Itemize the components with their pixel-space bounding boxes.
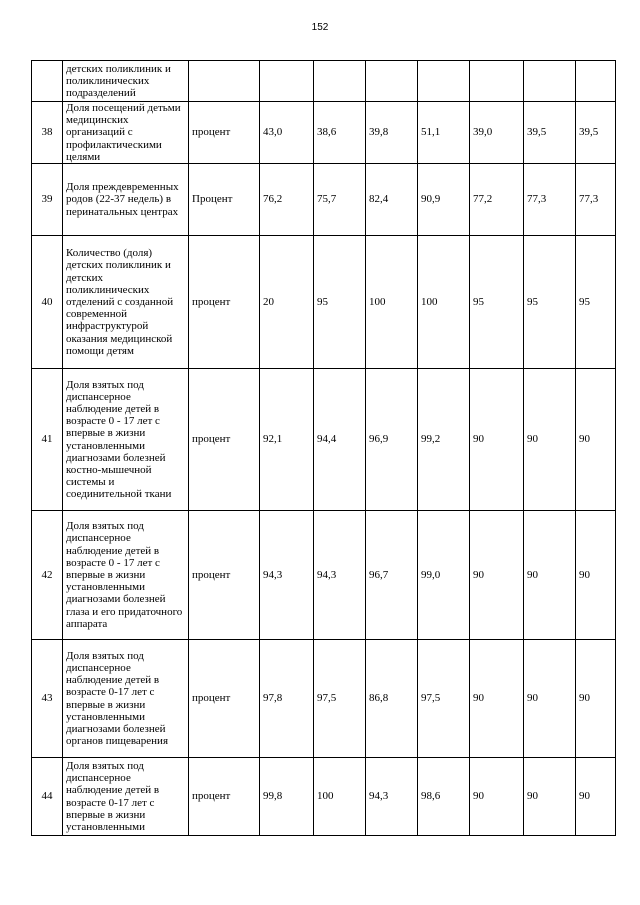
- value-cell: 99,2: [418, 369, 470, 511]
- value-cell: 39,8: [366, 102, 418, 164]
- value-cell: 100: [366, 236, 418, 369]
- row-number-cell: 44: [32, 758, 63, 836]
- value-cell: 77,3: [524, 164, 576, 236]
- page-number: 152: [311, 22, 329, 33]
- value-cell: 90: [576, 640, 616, 758]
- indicator-name-cell: Доля взятых под диспансерное наблюдение детей в возрасте 0 - 17 лет с впервые в жизни установленными диагнозами болезней глаза и его придаточного аппарата: [63, 511, 189, 640]
- value-cell: 90: [524, 640, 576, 758]
- table-body: [32, 61, 616, 836]
- value-cell: [418, 61, 470, 102]
- table-row: [32, 511, 616, 640]
- row-number-cell: 41: [32, 369, 63, 511]
- value-cell: 90: [470, 369, 524, 511]
- indicator-name-cell: Доля преждевременных родов (22-37 недель) в перинатальных центрах: [63, 164, 189, 236]
- value-cell: 82,4: [366, 164, 418, 236]
- value-cell: 94,3: [366, 758, 418, 836]
- value-cell: 95: [576, 236, 616, 369]
- value-cell: [524, 61, 576, 102]
- value-cell: 90: [524, 758, 576, 836]
- value-cell: [260, 61, 314, 102]
- value-cell: 43,0: [260, 102, 314, 164]
- unit-cell: процент: [189, 511, 260, 640]
- value-cell: 76,2: [260, 164, 314, 236]
- row-number-cell: 40: [32, 236, 63, 369]
- value-cell: 97,5: [418, 640, 470, 758]
- value-cell: 96,7: [366, 511, 418, 640]
- value-cell: 77,3: [576, 164, 616, 236]
- value-cell: 38,6: [314, 102, 366, 164]
- value-cell: 95: [524, 236, 576, 369]
- value-cell: 20: [260, 236, 314, 369]
- unit-cell: процент: [189, 758, 260, 836]
- indicators-table: [31, 60, 616, 836]
- value-cell: 99,8: [260, 758, 314, 836]
- value-cell: 39,5: [576, 102, 616, 164]
- value-cell: 90: [470, 511, 524, 640]
- value-cell: 95: [470, 236, 524, 369]
- indicator-name-cell: Доля взятых под диспансерное наблюдение детей в возрасте 0 - 17 лет с впервые в жизни установленными диагнозами болезней костно-мышечной системы и соединительной ткани: [63, 369, 189, 511]
- unit-cell: [189, 61, 260, 102]
- value-cell: 39,5: [524, 102, 576, 164]
- indicator-name-cell: Количество (доля) детских поликлиник и детских поликлинических отделений с созданной современной инфраструктурой оказания медицинской помощи детям: [63, 236, 189, 369]
- value-cell: 95: [314, 236, 366, 369]
- value-cell: 98,6: [418, 758, 470, 836]
- value-cell: 92,1: [260, 369, 314, 511]
- value-cell: 94,3: [260, 511, 314, 640]
- value-cell: 51,1: [418, 102, 470, 164]
- value-cell: 77,2: [470, 164, 524, 236]
- value-cell: 90,9: [418, 164, 470, 236]
- value-cell: [314, 61, 366, 102]
- table-row: [32, 640, 616, 758]
- value-cell: 99,0: [418, 511, 470, 640]
- indicator-name-cell: Доля взятых под диспансерное наблюдение детей в возрасте 0-17 лет с впервые в жизни установленными: [63, 758, 189, 836]
- table-row: [32, 236, 616, 369]
- unit-cell: процент: [189, 640, 260, 758]
- table-row: [32, 102, 616, 164]
- value-cell: 90: [524, 511, 576, 640]
- value-cell: [470, 61, 524, 102]
- value-cell: 86,8: [366, 640, 418, 758]
- value-cell: 100: [418, 236, 470, 369]
- value-cell: 96,9: [366, 369, 418, 511]
- indicator-name-cell: детских поликлиник и поликлинических подразделений: [63, 61, 189, 102]
- value-cell: 90: [524, 369, 576, 511]
- value-cell: 90: [576, 758, 616, 836]
- value-cell: 75,7: [314, 164, 366, 236]
- unit-cell: процент: [189, 236, 260, 369]
- unit-cell: процент: [189, 102, 260, 164]
- table-row: [32, 369, 616, 511]
- value-cell: 90: [470, 640, 524, 758]
- value-cell: 90: [576, 369, 616, 511]
- row-number-cell: [32, 61, 63, 102]
- value-cell: [576, 61, 616, 102]
- row-number-cell: 43: [32, 640, 63, 758]
- value-cell: 90: [576, 511, 616, 640]
- unit-cell: процент: [189, 369, 260, 511]
- table-row: [32, 61, 616, 102]
- value-cell: 97,5: [314, 640, 366, 758]
- indicator-name-cell: Доля взятых под диспансерное наблюдение детей в возрасте 0-17 лет с впервые в жизни установленными диагнозами болезней органов пищеварения: [63, 640, 189, 758]
- value-cell: 90: [470, 758, 524, 836]
- row-number-cell: 38: [32, 102, 63, 164]
- table-row: [32, 164, 616, 236]
- row-number-cell: 39: [32, 164, 63, 236]
- unit-cell: Процент: [189, 164, 260, 236]
- table-row: [32, 758, 616, 836]
- value-cell: [366, 61, 418, 102]
- value-cell: 39,0: [470, 102, 524, 164]
- value-cell: 94,4: [314, 369, 366, 511]
- indicator-name-cell: Доля посещений детьми медицинских организаций с профилактическими целями: [63, 102, 189, 164]
- row-number-cell: 42: [32, 511, 63, 640]
- value-cell: 94,3: [314, 511, 366, 640]
- value-cell: 100: [314, 758, 366, 836]
- value-cell: 97,8: [260, 640, 314, 758]
